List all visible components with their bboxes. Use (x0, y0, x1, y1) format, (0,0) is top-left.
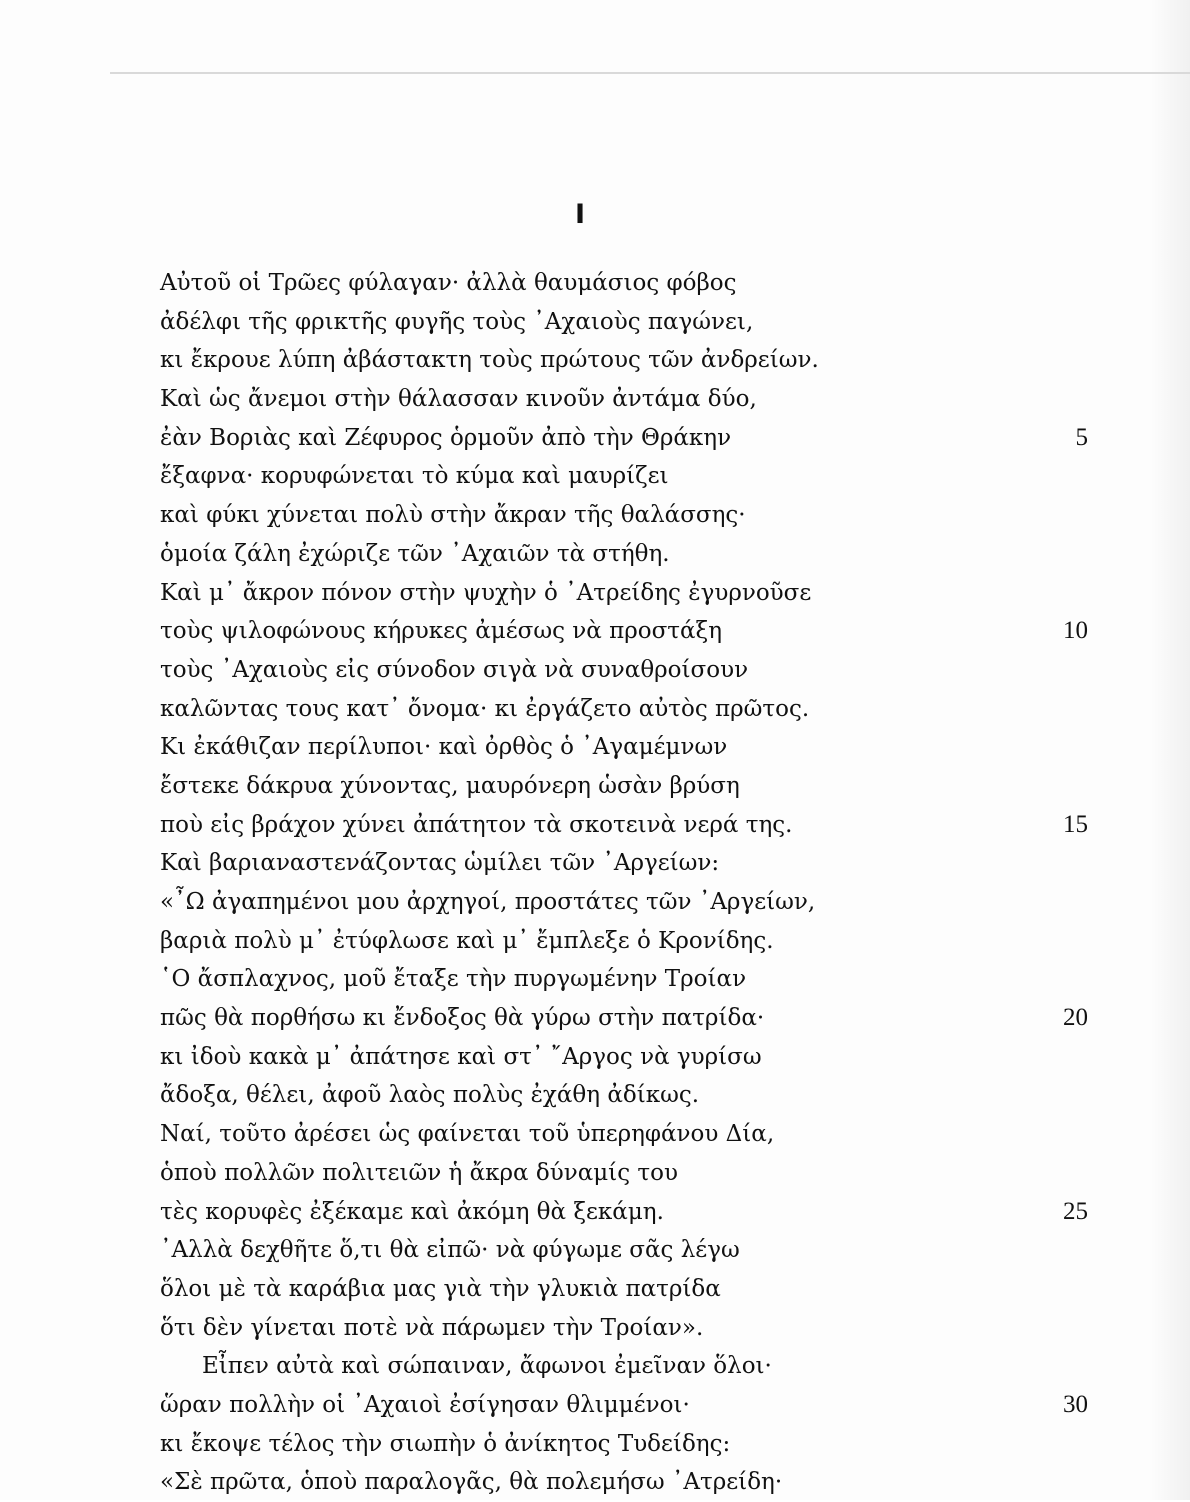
poem-line (160, 1076, 1120, 1115)
poem-line (160, 651, 1120, 690)
line-text: ἀδέλφι τῆς φρικτῆς φυγῆς τοὺς ᾿Αχαιοὺς παγώνει, (160, 308, 754, 335)
line-text: ὥραν πολλὴν οἱ ᾿Αχαιοὶ ἐσίγησαν θλιμμένοι· (160, 1391, 690, 1418)
line-text: Εἶπεν αὐτὰ καὶ σώπαιναν, ἄφωνοι ἐμεῖναν ὅλοι· (202, 1353, 772, 1380)
line-number: 20 (1063, 1004, 1088, 1032)
line-text: Αὐτοῦ οἱ Τρῶες φύλαγαν· ἀλλὰ θαυμάσιος φόβος (160, 270, 737, 296)
poem-line (160, 1463, 1120, 1502)
poem-line (160, 1347, 1120, 1386)
poem-line (160, 728, 1120, 767)
line-text: καὶ φύκι χύνεται πολὺ στὴν ἄκραν τῆς θαλάσσης· (160, 502, 746, 529)
line-text: Ναί, τοῦτο ἀρέσει ὡς φαίνεται τοῦ ὑπερηφάνου Δία, (160, 1121, 775, 1148)
line-text: κι ἰδοὺ κακὰ μ᾿ ἀπάτησε καὶ στ᾿ ῎Αργος νὰ γυρίσω (160, 1043, 762, 1070)
line-text: ὁμοία ζάλη ἐχώριζε τῶν ᾿Αχαιῶν τὰ στήθη. (160, 540, 670, 567)
line-text: ποὺ εἰς βράχον χύνει ἀπάτητον τὰ σκοτεινὰ νερά της. (160, 811, 793, 838)
line-text: πῶς θὰ πορθήσω κι ἔνδοξος θὰ γύρω στὴν πατρίδα· (160, 1005, 765, 1032)
line-text: τοὺς ψιλοφώνους κήρυκες ἀμέσως νὰ προστάξη (160, 618, 722, 645)
poem-line (160, 806, 1120, 845)
line-text: ὁποὺ πολλῶν πολιτειῶν ἡ ἄκρα δύναμίς του (160, 1159, 678, 1186)
section-heading: I (574, 199, 586, 230)
line-text: Κι ἐκάθιζαν περίλυποι· καὶ ὀρθὸς ὁ ᾿Αγαμέμνων (160, 734, 728, 761)
poem-line (160, 457, 1120, 496)
poem-line (160, 883, 1120, 922)
line-text: τοὺς ᾿Αχαιοὺς εἰς σύνοδον σιγὰ νὰ συναθροίσουν (160, 656, 749, 683)
page-edge-shadow (1150, 0, 1190, 1500)
poem-line (160, 1270, 1120, 1309)
poem-line (160, 1038, 1120, 1077)
line-text: κι ἔκοψε τέλος τὴν σιωπὴν ὁ ἀνίκητος Τυδείδης: (160, 1430, 731, 1457)
poem-line (160, 1231, 1120, 1270)
line-text: ὅλοι μὲ τὰ καράβια μας γιὰ τὴν γλυκιὰ πατρίδα (160, 1275, 721, 1302)
line-number: 25 (1063, 1197, 1088, 1225)
line-text: ἔξαφνα· κορυφώνεται τὸ κύμα καὶ μαυρίζει (160, 463, 669, 490)
poem-line (160, 535, 1120, 574)
line-text: «῏Ω ἀγαπημένοι μου ἀρχηγοί, προστάτες τῶν ᾿Αργείων, (160, 889, 816, 915)
bleed-through-rule (110, 72, 1190, 74)
poem-line (160, 380, 1120, 419)
line-text: ῾Ο ἄσπλαχνος, μοῦ ἔταξε τὴν πυργωμένην Τροίαν (160, 966, 747, 993)
line-number: 30 (1063, 1390, 1088, 1418)
line-text: βαριὰ πολὺ μ᾿ ἐτύφλωσε καὶ μ᾿ ἔμπλεξε ὁ Κρονίδης. (160, 927, 774, 954)
poem-line (160, 303, 1120, 342)
poem-line (160, 1154, 1120, 1193)
poem-line (160, 419, 1120, 458)
line-number: 5 (1075, 423, 1088, 451)
line-text: ὅτι δὲν γίνεται ποτὲ νὰ πάρωμεν τὴν Τροίαν». (160, 1314, 704, 1341)
poem-line (160, 1386, 1120, 1425)
poem-line (160, 1425, 1120, 1464)
poem-line (160, 999, 1120, 1038)
poem-line (160, 496, 1120, 535)
line-text: ἄδοξα, θέλει, ἀφοῦ λαὸς πολὺς ἐχάθη ἀδίκως. (160, 1082, 700, 1109)
line-number: 10 (1063, 617, 1088, 645)
poem-line (160, 341, 1120, 380)
poem-line (160, 690, 1120, 729)
poem-body (160, 264, 1120, 1502)
line-text: Καὶ βαριαναστενάζοντας ὡμίλει τῶν ᾿Αργείων: (160, 850, 720, 877)
poem-line (160, 612, 1120, 651)
poem-line (160, 922, 1120, 961)
poem-line (160, 574, 1120, 613)
line-text: καλῶντας τους κατ᾿ ὄνομα· κι ἐργάζετο αὐτὸς πρῶτος. (160, 695, 810, 722)
line-text: Καὶ μ᾿ ἄκρον πόνον στὴν ψυχὴν ὁ ᾿Ατρείδης ἐγυρνοῦσε (160, 579, 812, 606)
poem-line (160, 960, 1120, 999)
line-text: τὲς κορυφὲς ἐξέκαμε καὶ ἀκόμη θὰ ξεκάμη. (160, 1198, 664, 1225)
poem-line (160, 844, 1120, 883)
poem-line (160, 1193, 1120, 1232)
poem-line (160, 1115, 1120, 1154)
line-text: Καὶ ὡς ἄνεμοι στὴν θάλασσαν κινοῦν ἀντάμα δύο, (160, 386, 757, 413)
line-text: κι ἔκρουε λύπη ἀβάστακτη τοὺς πρώτους τῶν ἀνδρείων. (160, 347, 819, 374)
line-text: ἔστεκε δάκρυα χύνοντας, μαυρόνερη ὡσὰν βρύση (160, 772, 740, 799)
line-text: ᾿Αλλὰ δεχθῆτε ὅ,τι θὰ εἰπῶ· νὰ φύγωμε σᾶς λέγω (160, 1237, 740, 1264)
line-text: «Σὲ πρῶτα, ὁποὺ παραλογᾶς, θὰ πολεμήσω ᾿Ατρείδη· (160, 1469, 783, 1496)
poem-line (160, 264, 1120, 303)
poem-line (160, 1309, 1120, 1348)
line-number: 15 (1063, 810, 1088, 838)
line-text: ἐὰν Βοριὰς καὶ Ζέφυρος ὁρμοῦν ἀπὸ τὴν Θράκην (160, 424, 732, 451)
poem-line (160, 767, 1120, 806)
